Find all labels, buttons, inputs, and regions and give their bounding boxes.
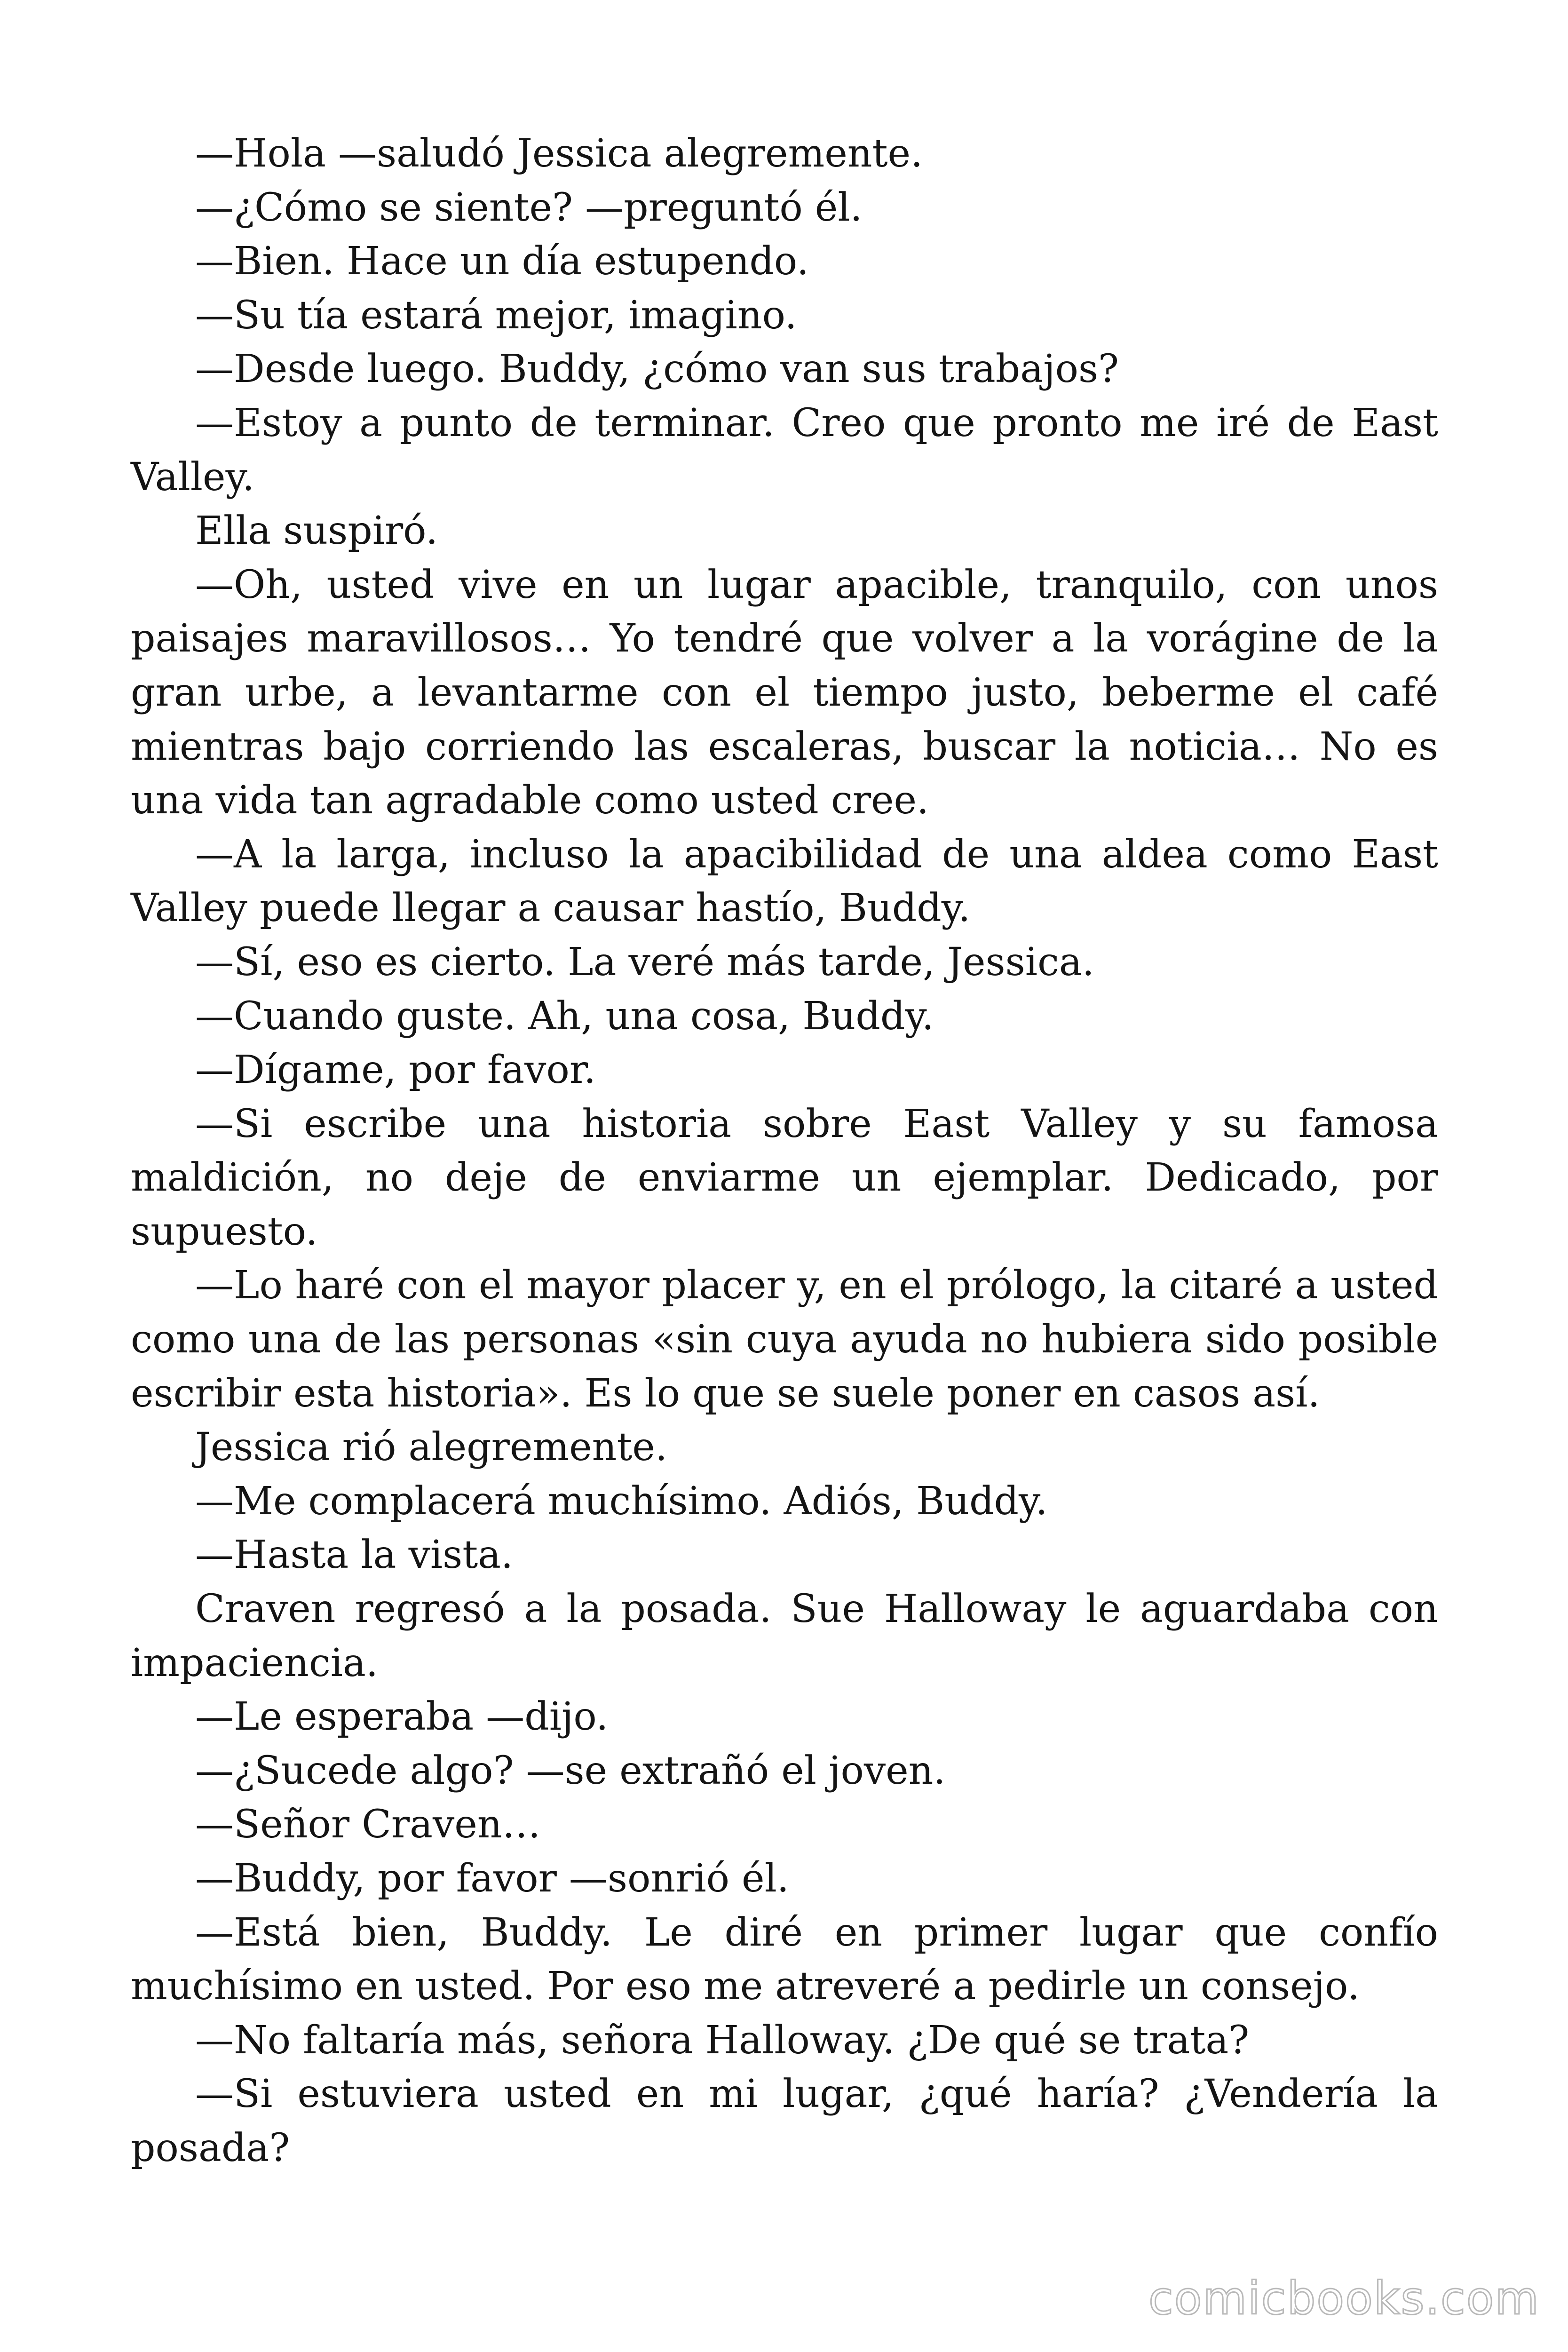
- paragraph: —Sí, eso es cierto. La veré más tarde, Jessica.: [195, 939, 1094, 985]
- paragraph: —Desde luego. Buddy, ¿cómo van sus trabajos?: [195, 347, 1119, 392]
- paragraph: —Le esperaba —dijo.: [195, 1694, 609, 1740]
- paragraph: —Bien. Hace un día estupendo.: [195, 239, 809, 284]
- paragraph: —¿Cómo se siente? —preguntó él.: [195, 185, 863, 230]
- paragraph: —Dígame, por favor.: [195, 1048, 596, 1093]
- paragraph: —Hola —saludó Jessica alegremente.: [195, 131, 923, 176]
- paragraph: —Buddy, por favor —sonrió él.: [195, 1856, 789, 1901]
- paragraph: —Oh, usted vive en un lugar apacible, tranquilo, con unos paisajes maravillosos… Yo tendré que volver a la vorágine de la gran urbe, a levantarme con el tiempo justo, beberme el café mientras bajo corriendo las escaleras, buscar la noticia… No es una vida tan agradable como usted cree.: [131, 562, 1438, 823]
- paragraph: —Estoy a punto de terminar. Creo que pronto me iré de East Valley.: [131, 400, 1438, 500]
- paragraph: —Si estuviera usted en mi lugar, ¿qué haría? ¿Vendería la posada?: [131, 2072, 1438, 2170]
- paragraph: Craven regresó a la posada. Sue Halloway le aguardaba con impaciencia.: [131, 1587, 1438, 1685]
- paragraph: —No faltaría más, señora Halloway. ¿De qué se trata?: [195, 2018, 1250, 2063]
- paragraph: Jessica rió alegremente.: [195, 1425, 668, 1470]
- paragraph: —A la larga, incluso la apacibilidad de una aldea como East Valley puede llegar a causar hastío, Buddy.: [131, 832, 1438, 931]
- paragraph: —Señor Craven…: [195, 1802, 541, 1847]
- paragraph: —Si escribe una historia sobre East Valley y su famosa maldición, no deje de enviarme un ejemplar. Dedicado, por supuesto.: [131, 1101, 1438, 1254]
- paragraph: —Me complacerá muchísimo. Adiós, Buddy.: [195, 1478, 1048, 1524]
- paragraph: —Está bien, Buddy. Le diré en primer lugar que confío muchísimo en usted. Por eso me atreveré a pedirle un consejo.: [131, 1910, 1438, 2009]
- paragraph: —Su tía estará mejor, imagino.: [195, 293, 797, 338]
- paragraph: —Cuando guste. Ah, una cosa, Buddy.: [195, 993, 934, 1039]
- paragraph: —¿Sucede algo? —se extrañó el joven.: [195, 1748, 946, 1793]
- watermark: comicbooks.com: [1148, 2272, 1540, 2325]
- paragraph: Ella suspiró.: [195, 509, 438, 554]
- paragraph: —Hasta la vista.: [195, 1533, 514, 1578]
- paragraph: —Lo haré con el mayor placer y, en el prólogo, la citaré a usted como una de las personas «sin cuya ayuda no hubiera sido posible escribir esta historia». Es lo que se suele poner en casos así.: [131, 1263, 1438, 1416]
- body-text: [131, 127, 1438, 2176]
